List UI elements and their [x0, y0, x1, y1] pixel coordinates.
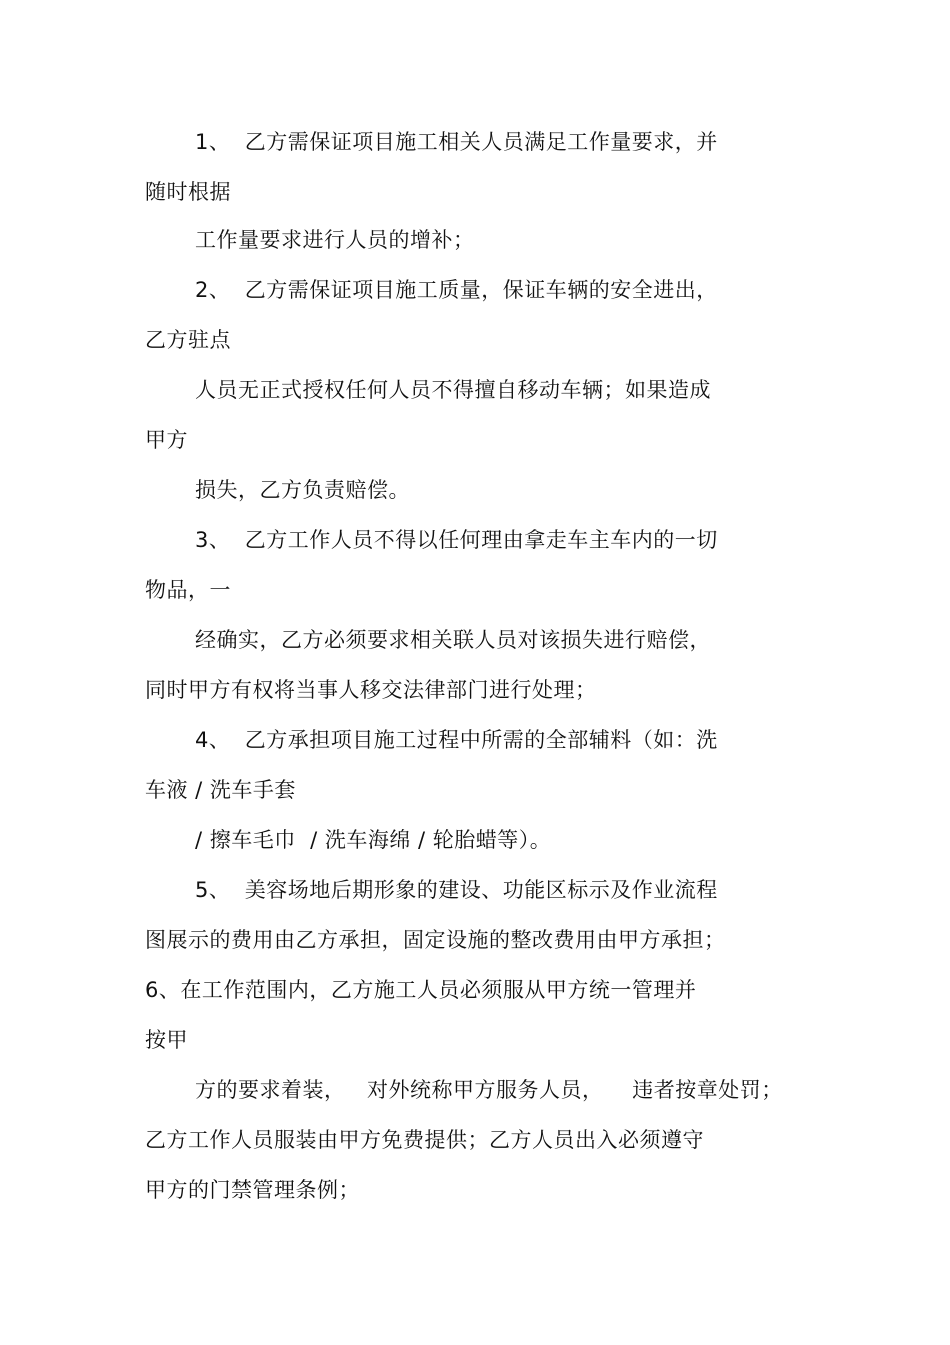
clause-3-line-2: 物品，一 [145, 578, 231, 602]
clause-4-line-2: 车液 / 洗车手套 [145, 778, 296, 802]
clause-1-line-2: 随时根据 [145, 180, 231, 204]
clause-6-line-4: 乙方工作人员服装由甲方免费提供；乙方人员出入必须遵守 [145, 1128, 704, 1152]
clause-2-line-3: 人员无正式授权任何人员不得擅自移动车辆；如果造成 [195, 378, 711, 402]
clause-6-line-2: 按甲 [145, 1028, 188, 1052]
clause-5-line-2: 图展示的费用由乙方承担，固定设施的整改费用由甲方承担； [145, 928, 726, 952]
clause-6-line-1: 6、在工作范围内，乙方施工人员必须服从甲方统一管理并 [145, 978, 697, 1002]
clause-2-line-4: 甲方 [145, 428, 188, 452]
clause-2-line-1: 2、 乙方需保证项目施工质量，保证车辆的安全进出， [195, 278, 718, 302]
clause-3-line-1: 3、 乙方工作人员不得以任何理由拿走车主车内的一切 [195, 528, 718, 552]
clause-4-line-3: / 擦车毛巾 / 洗车海绵 / 轮胎蜡等）。 [195, 828, 552, 852]
clause-2-line-5: 损失，乙方负责赔偿。 [195, 478, 410, 502]
clause-3-line-4: 同时甲方有权将当事人移交法律部门进行处理； [145, 678, 597, 702]
clause-3-line-3: 经确实，乙方必须要求相关联人员对该损失进行赔偿， [195, 628, 711, 652]
clause-1-line-3: 工作量要求进行人员的增补； [195, 228, 475, 252]
clause-5-line-1: 5、 美容场地后期形象的建设、功能区标示及作业流程 [195, 878, 718, 902]
clause-2-line-2: 乙方驻点 [145, 328, 231, 352]
clause-6-line-3: 方的要求着装， 对外统称甲方服务人员， 违者按章处罚； [195, 1078, 783, 1102]
clause-1-line-1: 1、 乙方需保证项目施工相关人员满足工作量要求，并 [195, 130, 718, 154]
clause-6-line-5: 甲方的门禁管理条例； [145, 1178, 360, 1202]
clause-4-line-1: 4、 乙方承担项目施工过程中所需的全部辅料（如：洗 [195, 728, 718, 752]
